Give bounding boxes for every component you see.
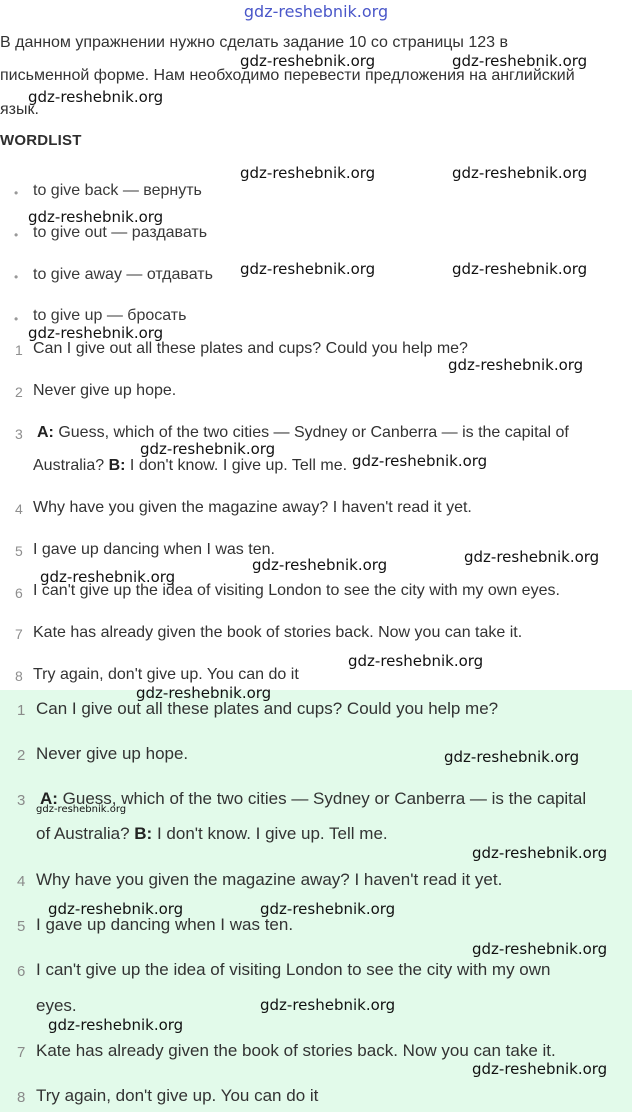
sentence-2: Never give up hope.	[33, 382, 177, 399]
sentence-8: Try again, don't give up. You can do it	[33, 666, 299, 683]
watermark: gdz-reshebnik.org	[140, 440, 276, 458]
speaker-b-label: B:	[108, 457, 126, 474]
sentence-1: Can I give out all these plates and cups? Could you help me?	[33, 340, 468, 357]
sentence-3-line-1	[37, 424, 569, 442]
watermark: gdz-reshebnik.org	[136, 684, 272, 702]
wordlist-item: to give up — бросать	[33, 307, 187, 324]
answer-number: 7	[17, 1044, 26, 1061]
sentence-number: 5	[15, 543, 23, 559]
watermark: gdz-reshebnik.org	[448, 356, 584, 374]
sentence-number: 1	[15, 342, 23, 358]
answer-number: 4	[17, 873, 26, 890]
answer-5: I gave up dancing when I was ten.	[36, 915, 294, 934]
speaker-a-text-end: Australia?	[33, 457, 109, 474]
watermark: gdz-reshebnik.org	[444, 748, 580, 766]
answer-number: 5	[17, 918, 26, 935]
intro-line-3: язык.	[0, 101, 39, 118]
watermark: gdz-reshebnik.org	[452, 164, 588, 182]
speaker-b-text: I don't know. I give up. Tell me.	[125, 457, 348, 474]
wordlist-item: to give away — отдавать	[33, 266, 213, 283]
bullet-icon: •	[14, 270, 19, 284]
answer-number: 3	[17, 792, 26, 809]
watermark: gdz-reshebnik.org	[464, 548, 600, 566]
answer-4: Why have you given the magazine away? I haven't read it yet.	[36, 870, 503, 889]
answer-7: Kate has already given the book of stories back. Now you can take it.	[36, 1041, 556, 1060]
watermark: gdz-reshebnik.org	[352, 452, 488, 470]
speaker-a-label: A:	[40, 789, 58, 808]
watermark: gdz-reshebnik.org	[240, 164, 376, 182]
watermark: gdz-reshebnik.org	[28, 208, 164, 226]
watermark: gdz-reshebnik.org	[348, 652, 484, 670]
sentence-number: 2	[15, 384, 23, 400]
sentence-5: I gave up dancing when I was ten.	[33, 541, 275, 558]
watermark: gdz-reshebnik.org	[28, 88, 164, 106]
sentence-6: I can't give up the idea of visiting London to see the city with my own eyes.	[33, 582, 560, 599]
answer-number: 2	[17, 747, 26, 764]
speaker-a-text-end: of Australia?	[36, 824, 135, 843]
watermark: gdz-reshebnik.org	[240, 260, 376, 278]
sentence-4: Why have you given the magazine away? I haven't read it yet.	[33, 499, 472, 516]
speaker-b-text: I don't know. I give up. Tell me.	[152, 824, 388, 843]
watermark: gdz-reshebnik.org	[260, 996, 396, 1014]
sentence-number: 4	[15, 501, 23, 517]
watermark: gdz-reshebnik.org	[240, 52, 376, 70]
watermark: gdz-reshebnik.org	[472, 940, 608, 958]
answer-2: Never give up hope.	[36, 744, 189, 763]
watermark: gdz-reshebnik.org	[452, 52, 588, 70]
answer-number: 1	[17, 702, 26, 719]
sentence-3-line-2	[33, 457, 347, 475]
sentence-number: 6	[15, 585, 23, 601]
speaker-b-label: B:	[134, 824, 153, 843]
sentence-number: 3	[15, 426, 23, 442]
watermark: gdz-reshebnik.org	[472, 844, 608, 862]
sentence-7: Kate has already given the book of stories back. Now you can take it.	[33, 624, 523, 641]
bullet-icon: •	[14, 228, 19, 242]
sentence-number: 8	[15, 668, 23, 684]
wordlist-title: WORDLIST	[0, 132, 82, 149]
watermark: gdz-reshebnik.org	[48, 1016, 184, 1034]
speaker-a-text: Guess, which of the two cities — Sydney or Canberra — is the capital of	[53, 424, 569, 441]
speaker-a-label: A:	[37, 424, 54, 441]
sentence-number: 7	[15, 626, 23, 642]
watermark: gdz-reshebnik.org	[260, 900, 396, 918]
watermark: gdz-reshebnik.org	[452, 260, 588, 278]
bullet-icon: •	[14, 312, 19, 326]
watermark: gdz-reshebnik.org	[36, 804, 127, 815]
answer-number: 6	[17, 963, 26, 980]
watermark: gdz-reshebnik.org	[252, 556, 388, 574]
wordlist-item: to give out — раздавать	[33, 224, 208, 241]
watermark: gdz-reshebnik.org	[48, 900, 184, 918]
intro-line-2: письменной форме. Нам необходимо перевести предложения на английский	[0, 67, 575, 84]
answer-1: Can I give out all these plates and cups? Could you help me?	[36, 699, 499, 718]
watermark: gdz-reshebnik.org	[472, 1060, 608, 1078]
answer-number: 8	[17, 1089, 26, 1106]
answer-8: Try again, don't give up. You can do it	[36, 1086, 319, 1105]
answer-3-line-2	[36, 824, 388, 844]
watermark: gdz-reshebnik.org	[28, 324, 164, 342]
answer-6-line-1: I can't give up the idea of visiting London to see the city with my own	[36, 960, 551, 979]
intro-line-1: В данном упражнении нужно сделать задание 10 со страницы 123 в	[0, 34, 509, 51]
bullet-icon: •	[14, 186, 19, 200]
site-title[interactable]: gdz-reshebnik.org	[243, 2, 389, 21]
answer-6-line-2: eyes.	[36, 996, 77, 1015]
speaker-a-text: Guess, which of the two cities — Sydney or Canberra — is the capital	[57, 789, 587, 808]
watermark: gdz-reshebnik.org	[40, 568, 176, 586]
wordlist-item: to give back — вернуть	[33, 182, 202, 199]
